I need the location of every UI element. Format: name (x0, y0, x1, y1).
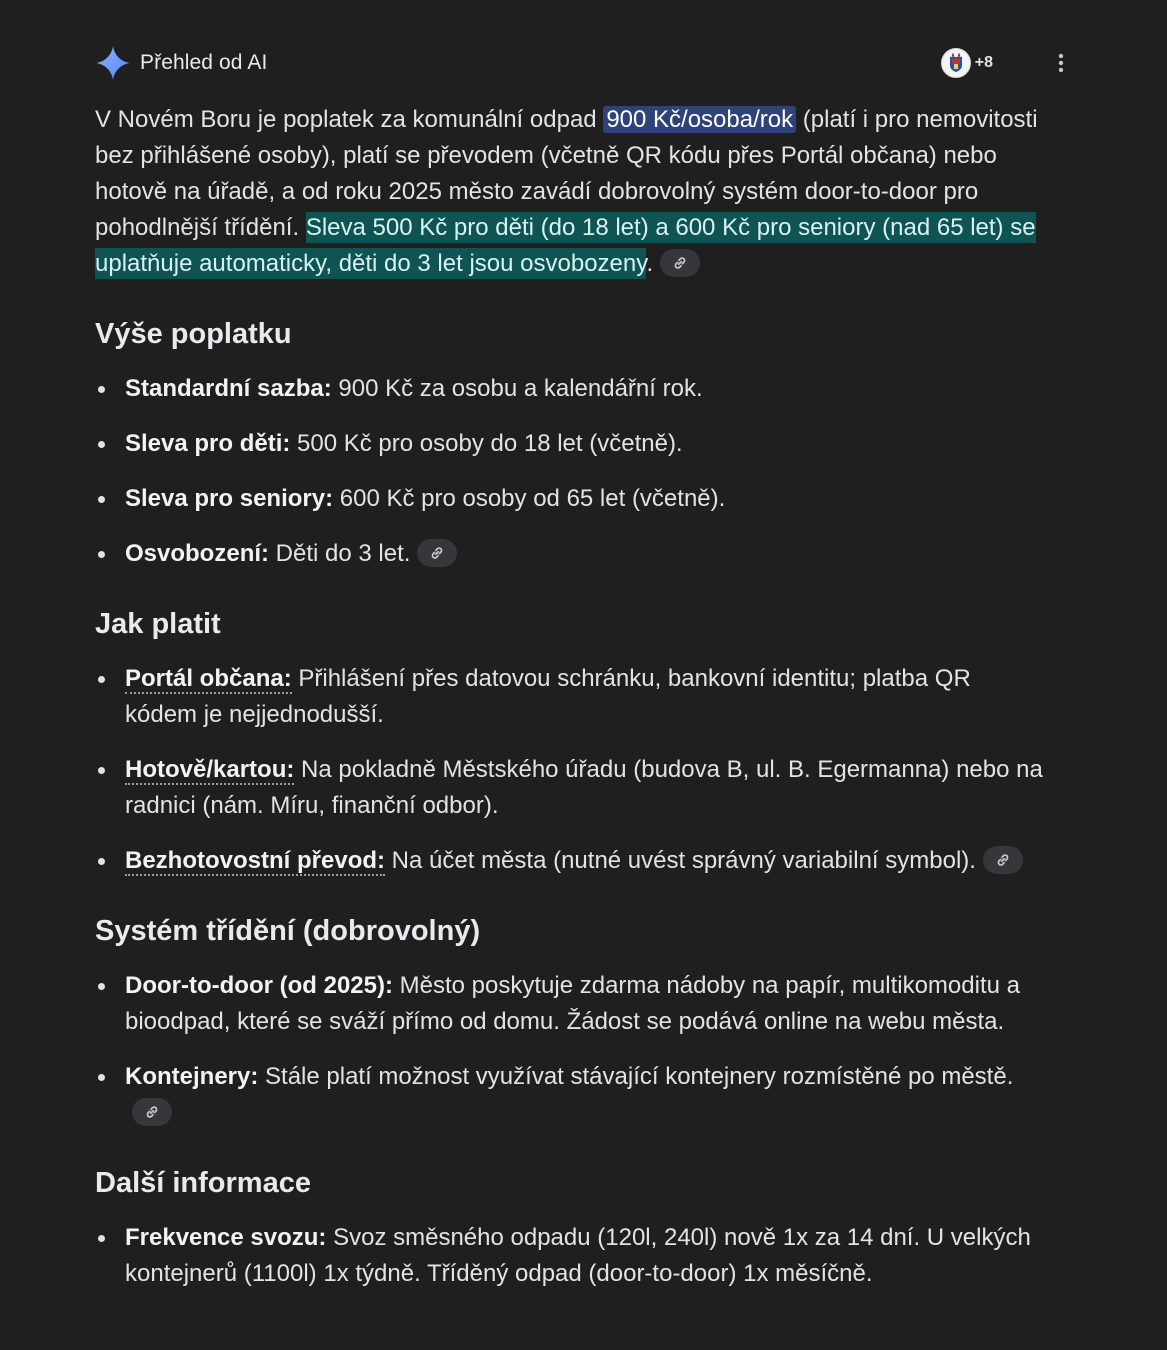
list-item (95, 481, 1045, 517)
source-link-button[interactable] (983, 846, 1023, 874)
list-item (95, 371, 1045, 407)
list-item-term: Frekvence svozu: (125, 1224, 327, 1251)
ai-overview-header (95, 40, 1072, 86)
list-item (95, 752, 1045, 824)
list-item-text: 900 Kč za osobu a kalendářní rok. (331, 375, 703, 402)
bank-transfer-term[interactable]: Bezhotovostní převod: (125, 847, 386, 874)
list-item (95, 843, 1045, 879)
list-item (95, 661, 1045, 733)
link-icon (144, 1104, 160, 1120)
list-item-text: Stále platí možnost využívat stávající kontejnery rozmístěné po městě. (258, 1063, 1014, 1090)
ai-overview-title: Přehled od AI (140, 51, 268, 74)
sources-count: +8 (974, 54, 993, 71)
list-item-text: Na pokladně Městského úřadu (budova B, ul. B. Egermanna) nebo na radnici (nám. Míru, finanční odbor). (125, 756, 1043, 819)
list-item-term: Kontejnery: (125, 1063, 259, 1090)
list-item-term: Sleva pro seniory: (125, 485, 334, 512)
more-vert-icon[interactable] (1050, 47, 1072, 79)
section-heading-more-info: Další informace (95, 1167, 311, 1199)
section-heading-how-to-pay: Jak platit (95, 608, 221, 640)
list-item (95, 426, 1045, 462)
cash-card-term[interactable]: Hotově/kartou: (125, 756, 295, 783)
list-item-text: Přihlášení přes datovou schránku, bankovní identitu; platba QR kódem je nejjednodušší. (125, 665, 971, 728)
section-heading-fee-amount: Výše poplatku (95, 318, 292, 350)
list-item (95, 536, 1045, 572)
summary-paragraph (95, 102, 1045, 282)
list-item-text: Svoz směsného odpadu (120l, 240l) nově 1x za 14 dní. U velkých kontejnerů (1100l) 1x týdně. Tříděný odpad (door-to-door) 1x měsíčně. (125, 1224, 1031, 1287)
list-item-text: 600 Kč pro osoby od 65 let (včetně). (333, 485, 726, 512)
link-icon (995, 852, 1011, 868)
fee-highlight[interactable]: 900 Kč/osoba/rok (603, 106, 796, 133)
list-item (95, 1059, 1045, 1131)
list-item-term: Door-to-door (od 2025): (125, 972, 393, 999)
fee-amount-list (95, 371, 1045, 572)
discount-highlight[interactable]: Sleva 500 Kč pro děti (do 18 let) a 600 Kč pro seniory (nad 65 let) se uplatňuje automaticky, děti do 3 let jsou osvobozeny (95, 214, 1036, 277)
sorting-system-list (95, 968, 1045, 1131)
list-item-term: Standardní sazba: (125, 375, 332, 402)
list-item (95, 1220, 1045, 1292)
portal-obcana-term[interactable]: Portál občana: (125, 665, 292, 692)
source-link-button[interactable] (417, 539, 457, 567)
sources-avatar-group[interactable] (941, 48, 993, 78)
summary-text: V Novém Boru je poplatek za komunální odpad (95, 106, 604, 133)
list-item-text: Na účet města (nutné uvést správný variabilní symbol). (385, 847, 976, 874)
source-link-button[interactable] (660, 249, 700, 277)
how-to-pay-list (95, 661, 1045, 879)
section-heading-sorting-system: Systém třídění (dobrovolný) (95, 915, 481, 947)
sparkle-icon (95, 45, 131, 81)
source-link-button[interactable] (132, 1098, 172, 1126)
list-item-text: Město poskytuje zdarma nádoby na papír, multikomoditu a bioodpad, které se sváží přímo od domu. Žádost se podává online na webu města. (125, 972, 1020, 1035)
summary-text: (platí i pro nemovitosti bez přihlášené osoby), platí se převodem (včetně QR kódu přes Portál občana) nebo hotově na úřadě, a od roku 2025 město zavádí dobrovolný systém door-to-door pro pohodlnější třídění. (95, 106, 1038, 241)
ai-overview-content (95, 102, 1045, 1311)
list-item-term: Osvobození: (125, 540, 270, 567)
summary-period: . (646, 250, 654, 277)
list-item-text: Děti do 3 let. (269, 540, 411, 567)
list-item-term: Sleva pro děti: (125, 430, 291, 457)
list-item-text: 500 Kč pro osoby do 18 let (včetně). (290, 430, 683, 457)
more-info-list (95, 1220, 1045, 1292)
list-item (95, 968, 1045, 1040)
coat-of-arms-avatar[interactable] (941, 48, 971, 78)
link-icon (672, 255, 688, 271)
link-icon (429, 545, 445, 561)
